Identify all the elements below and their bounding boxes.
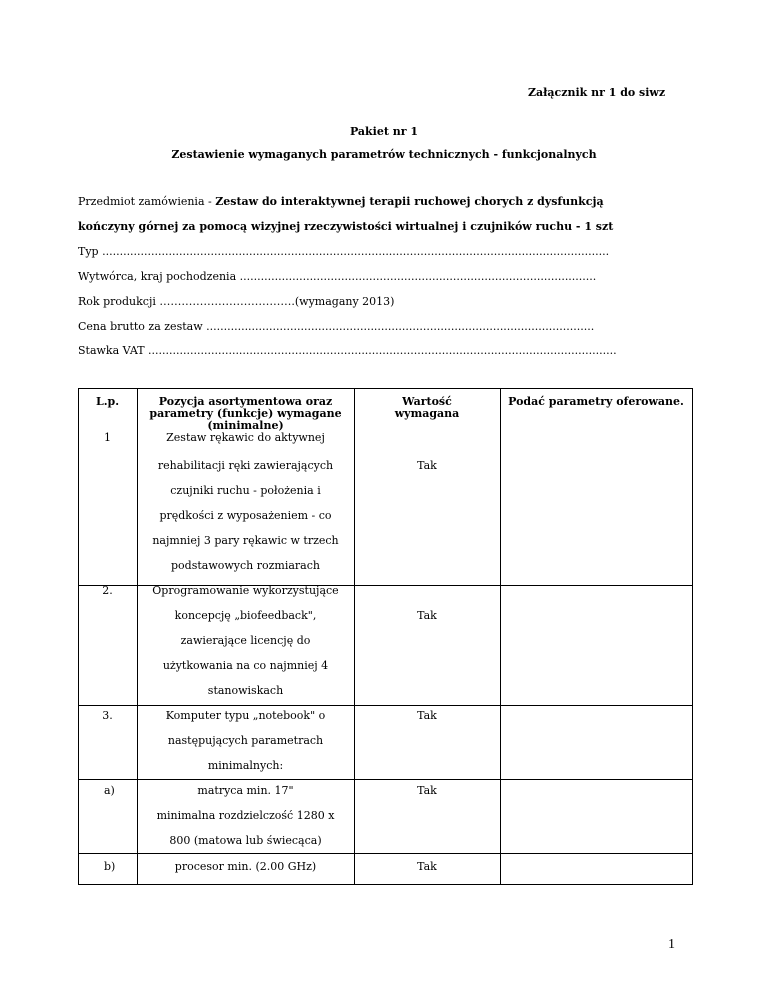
offered-param-field[interactable] [501, 706, 691, 778]
row-lp: 2. [102, 584, 113, 597]
offered-param-field[interactable] [501, 586, 691, 704]
attachment-label: Załącznik nr 1 do siwz [528, 86, 666, 99]
header-value [354, 396, 500, 420]
field-stawka-vat: Stawka VAT ...................................................................................................................................... [78, 344, 617, 357]
table-border [78, 388, 693, 389]
table-border [78, 884, 693, 885]
row-description-line: następujących parametrach [167, 734, 324, 747]
row-description-line: prędkości z wyposażeniem - co [159, 509, 332, 522]
offered-param-field[interactable] [501, 780, 691, 852]
row-description-line: Zestaw rękawic do aktywnej [166, 431, 325, 444]
row-description-line: rehabilitacji ręki zawierających [157, 459, 334, 472]
header-position-line: (minimalne) [207, 419, 284, 432]
offered-param-field[interactable] [501, 854, 691, 883]
table-border [78, 388, 79, 885]
page-number: 1 [668, 937, 675, 952]
row-description-line: matryca min. 17" [197, 784, 294, 797]
row-description-line: minimalnych: [207, 759, 284, 772]
row-description-line: procesor min. (2.00 GHz) [174, 860, 317, 873]
header-value-line: wymagana [394, 407, 460, 420]
offered-param-field[interactable] [501, 430, 691, 584]
row-description-line: 800 (matowa lub świecąca) [169, 834, 322, 847]
row-description-line: Komputer typu „notebook" o [165, 709, 326, 722]
row-description-line: najmniej 3 pary rękawic w trzech [152, 534, 339, 547]
header-position [137, 396, 354, 432]
row-lp: 1 [104, 431, 111, 444]
field-wytworca: Wytwórca, kraj pochodzenia ...................................................................................................... [78, 270, 597, 283]
row-value: Tak [417, 609, 437, 622]
row-lp: b) [104, 860, 116, 873]
header-position-line: Pozycja asortymentowa oraz [158, 395, 333, 408]
field-rok-produkcji: Rok produkcji ……………………………….(wymagany 2013) [78, 295, 395, 308]
row-description-line: Oprogramowanie wykorzystujące [152, 584, 339, 597]
row-description-line: zawierające licencję do [180, 634, 311, 647]
field-cena-brutto: Cena brutto za zestaw ............................................................................................................... [78, 320, 595, 333]
row-description-line: użytkowania na co najmniej 4 [162, 659, 329, 672]
header-offered: Podać parametry oferowane. [508, 395, 684, 408]
package-title: Pakiet nr 1 [349, 125, 419, 138]
row-description-line: koncepcję „biofeedback", [174, 609, 317, 622]
row-description-line: stanowiskach [207, 684, 284, 697]
subject-title-part2: kończyny górnej za pomocą wizyjnej rzeczywistości wirtualnej i czujników ruchu - 1 szt [78, 220, 614, 233]
row-description-line: minimalna rozdzielczość 1280 x [156, 809, 335, 822]
row-value: Tak [417, 459, 437, 472]
row-description-line: czujniki ruchu - położenia i [170, 484, 321, 497]
row-lp: 3. [102, 709, 113, 722]
subject-line-1 [78, 195, 604, 208]
header-position-line: parametry (funkcje) wymagane [149, 407, 342, 420]
field-typ: Typ ................................................................................................................................................. [78, 245, 610, 258]
header-value-line: Wartość [402, 395, 452, 408]
subject-prefix: Przedmiot zamówienia - [78, 195, 216, 208]
row-value: Tak [417, 784, 437, 797]
subject-title-part1: Zestaw do interaktywnej terapii ruchowej chorych z dysfunkcją [215, 195, 604, 208]
row-value: Tak [417, 860, 437, 873]
table-border [692, 388, 693, 885]
header-lp: L.p. [95, 395, 120, 408]
row-description-line: podstawowych rozmiarach [171, 559, 320, 572]
page-heading: Zestawienie wymaganych parametrów technicznych - funkcjonalnych [171, 148, 597, 161]
row-value: Tak [417, 709, 437, 722]
row-lp: a) [104, 784, 115, 797]
